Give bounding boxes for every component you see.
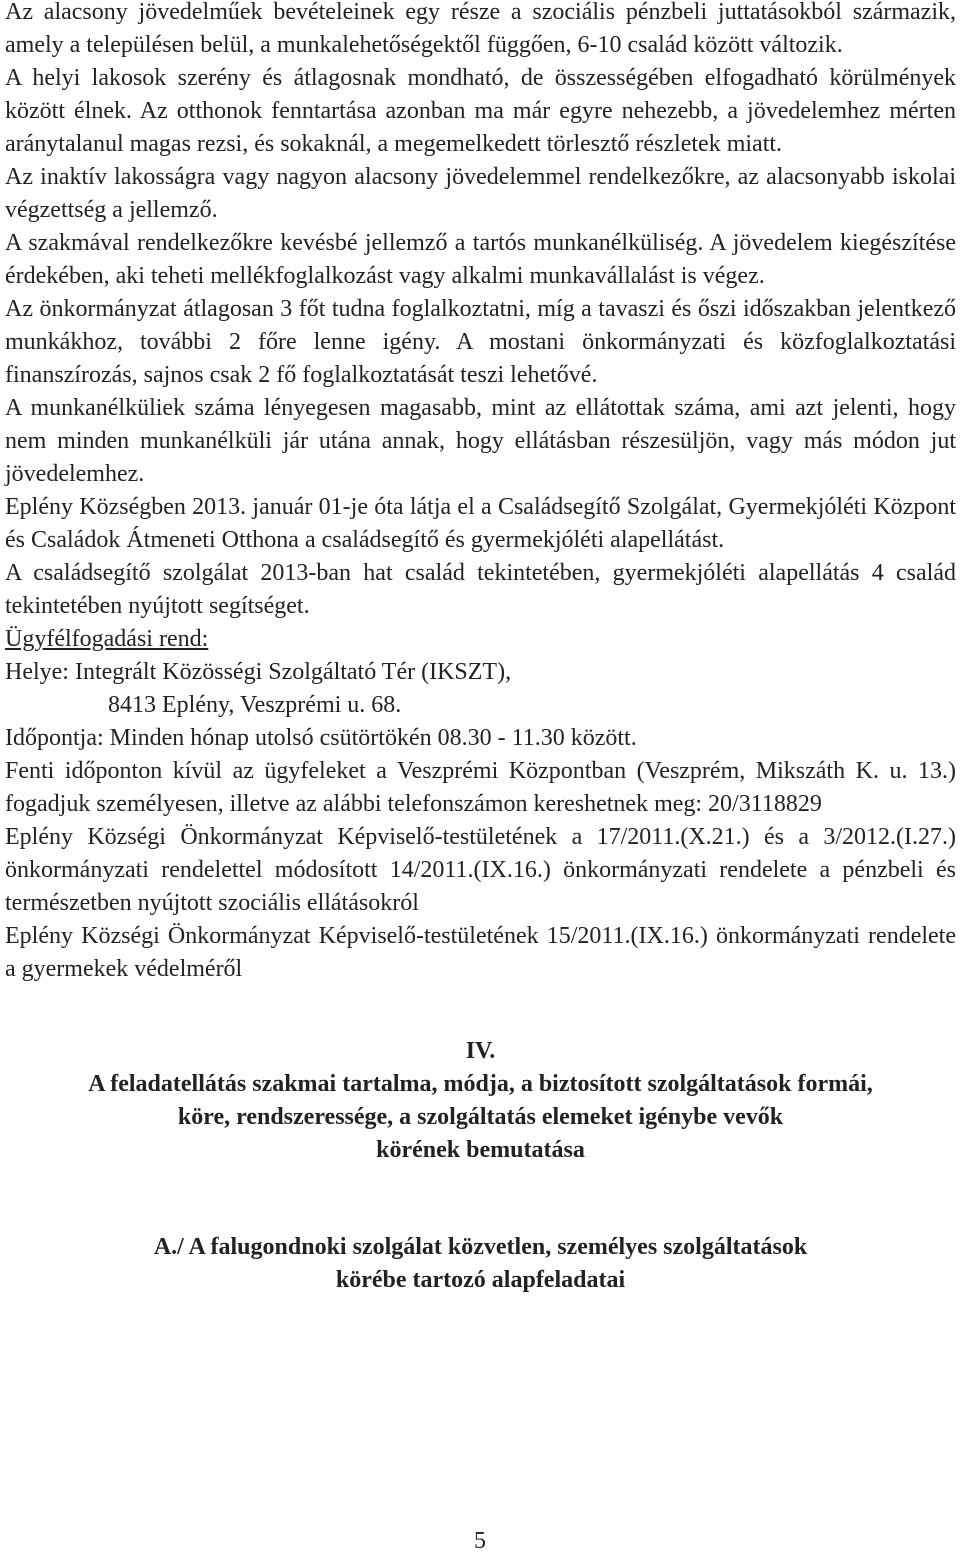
section-title-line3: körének bemutatása [376,1137,585,1163]
reception-other: Fenti időponton kívül az ügyfeleket a Veszprémi Központban (Veszprém, Mikszáth K. u. 13.) fogadjuk személyesen, illetve az alábbi telefonszámon kereshetnek meg: 20/3118829 [5,758,956,817]
paragraph-unemployed-count: A munkanélküliek száma lényegesen magasabb, mint az ellátottak száma, ami azt jelenti, hogy nem minden munkanélküli jár utána annak, hogy ellátásban részesüljön, vagy más módon jut jövedelemhez. [5,395,956,487]
paragraph-family-service-2013: A családsegítő szolgálat 2013-ban hat család tekintetében, gyermekjóléti alapellátás 4 család tekintetében nyújtott segítséget. [5,560,956,619]
section-number: IV. [465,1038,496,1064]
paragraph-family-service: Eplény Községben 2013. január 01-je óta látja el a Családsegítő Szolgálat, Gyermekjóléti Központ és Családok Átmeneti Otthona a családsegítő és gyermekjóléti alapellátást. [5,494,956,553]
paragraph-municipality-employment: Az önkormányzat átlagosan 3 főt tudna foglalkoztatni, míg a tavaszi és őszi időszakban jelentkező munkákhoz, további 2 főre lenne igény. A mostani önkormányzati és közfoglalkoztatási finanszírozás, sajnos csak 2 fő foglalkoztatását teszi lehetővé. [5,296,956,388]
paragraph-inactive: Az inaktív lakosságra vagy nagyon alacsony jövedelemmel rendelkezőkre, az alacsonyabb iskolai végzettség a jellemző. [5,164,956,223]
section-title-line2: köre, rendszeressége, a szolgáltatás elemeket igénybe vevők [177,1104,784,1130]
reception-heading: Ügyfélfogadási rend: [5,626,209,652]
page-number: 5 [474,1528,486,1554]
subsection-title-line2: körébe tartozó alapfeladatai [335,1267,626,1293]
paragraph-living-conditions: A helyi lakosok szerény és átlagosnak mondható, de összességében elfogadható körülmények között élnek. Az otthonok fenntartása azonban ma már egyre nehezebb, a jövedelemhez mérten aránytalanul magas rezsi, és sokaknál, a megemelkedett törlesztő részletek miatt. [5,65,956,157]
paragraph-unemployment: A szakmával rendelkezőkre kevésbé jellemző a tartós munkanélküliség. A jövedelem kiegészítése érdekében, aki teheti mellékfoglalkozást vagy alkalmi munkavállalást is végez. [5,230,956,289]
reception-location: Helye: Integrált Közösségi Szolgáltató Tér (IKSZT), [5,659,512,685]
paragraph-income: Az alacsony jövedelműek bevételeinek egy része a szociális pénzbeli juttatásokból származik, amely a településen belül, a munkalehetőségektől függően, 6-10 család között változik. [5,0,956,58]
regulation-child-protection: Eplény Községi Önkormányzat Képviselő-testületének 15/2011.(IX.16.) önkormányzati rendelete a gyermekek védelméről [5,923,956,982]
section-title-line1: A feladatellátás szakmai tartalma, módja, a biztosított szolgáltatások formái, [88,1071,873,1097]
document-page [5,0,956,1297]
reception-time: Időpontja: Minden hónap utolsó csütörtökén 08.30 - 11.30 között. [5,725,637,751]
reception-address: 8413 Eplény, Veszprémi u. 68. [108,692,402,718]
subsection-title-line1: A./ A falugondnoki szolgálat közvetlen, személyes szolgáltatások [153,1234,808,1260]
regulation-social: Eplény Községi Önkormányzat Képviselő-testületének a 17/2011.(X.21.) és a 3/2012.(I.27.) önkormányzati rendelettel módosított 14/2011.(IX.16.) önkormányzati rendelete a pénzbeli és természetben nyújtott szociális ellátásokról [5,824,956,916]
